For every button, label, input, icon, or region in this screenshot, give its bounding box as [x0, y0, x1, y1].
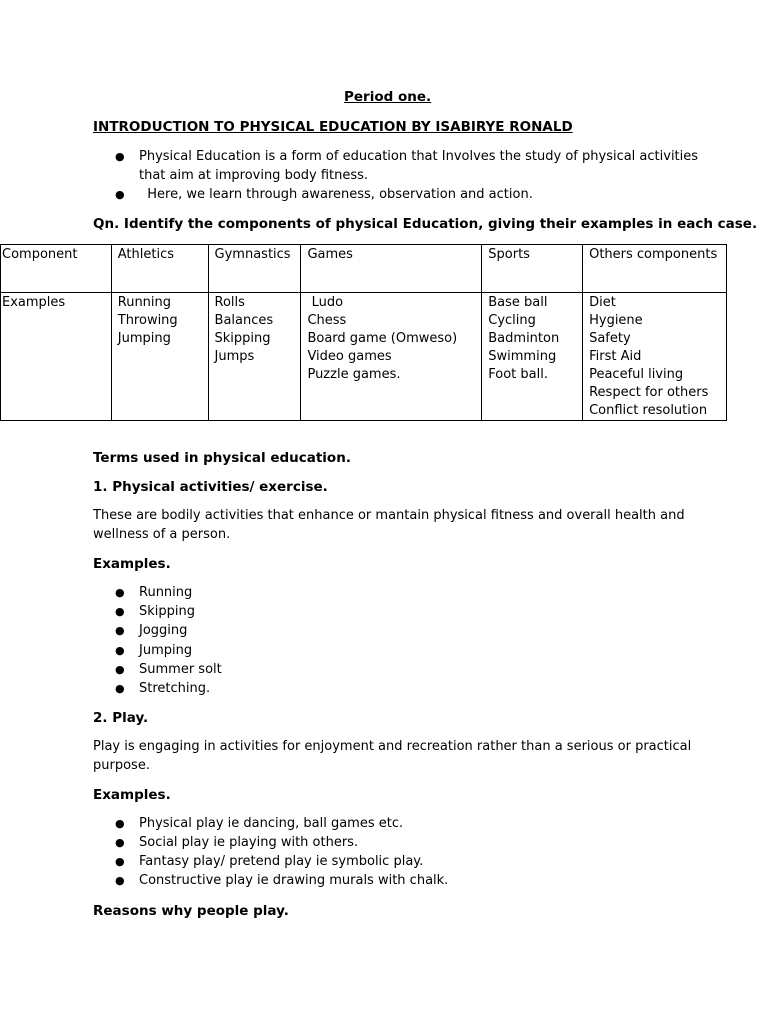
table-cell-athletics	[111, 293, 208, 421]
table-cell-item: Rolls	[214, 295, 245, 310]
section-1-definition-line2: wellness of a person.	[93, 527, 231, 542]
table-cell-item: Jumps	[214, 349, 255, 364]
table-header-cell: Gymnastics	[208, 245, 301, 293]
bullet-icon: ●	[115, 874, 125, 887]
table-cell-item: Peaceful living	[589, 367, 684, 382]
table-cell-others	[583, 293, 727, 421]
list-item: Physical play ie dancing, ball games etc.	[139, 816, 404, 831]
table-cell-item: Balances	[214, 313, 274, 328]
table-cell-item: First Aid	[589, 349, 642, 364]
bullet-icon: ●	[115, 188, 125, 201]
list-item: Skipping	[139, 604, 195, 619]
components-table	[0, 244, 727, 421]
table-cell-item: Running	[117, 295, 172, 310]
section-2-heading: 2. Play.	[93, 710, 149, 726]
list-item: Jumping	[139, 643, 193, 658]
table-header-cell: Others components	[583, 245, 727, 293]
bullet-icon: ●	[115, 663, 125, 676]
table-row-label: Examples	[1, 293, 112, 421]
intro-bullet-1-line2: that aim at improving body fitness.	[139, 168, 369, 183]
table-header-cell: Component	[1, 245, 112, 293]
bullet-icon: ●	[115, 586, 125, 599]
table-cell-item: Puzzle games.	[307, 367, 401, 382]
table-cell-item: Cycling	[488, 313, 536, 328]
section-1-heading: 1. Physical activities/ exercise.	[93, 479, 328, 495]
bullet-icon: ●	[115, 817, 125, 830]
page-subtitle: INTRODUCTION TO PHYSICAL EDUCATION BY ISABIRYE RONALD	[93, 119, 573, 135]
table-cell-item: Ludo	[307, 295, 344, 310]
table-cell-item: Foot ball.	[488, 367, 548, 382]
table-cell-item: Board game (Omweso)	[307, 331, 458, 346]
bullet-icon: ●	[115, 836, 125, 849]
table-cell-item: Skipping	[214, 331, 271, 346]
table-header-row	[1, 245, 727, 293]
section-1-examples-heading: Examples.	[93, 556, 171, 572]
page-title: Period one.	[344, 89, 432, 105]
table-cell-gymnastics	[208, 293, 301, 421]
bullet-icon: ●	[115, 644, 125, 657]
table-cell-item: Conflict resolution	[589, 403, 708, 418]
table-header-cell: Athletics	[111, 245, 208, 293]
table-cell-item: Badminton	[488, 331, 560, 346]
table-cell-item: Jumping	[117, 331, 171, 346]
table-cell-item: Throwing	[117, 313, 178, 328]
list-item: Social play ie playing with others.	[139, 835, 359, 850]
table-cell-item: Diet	[589, 295, 616, 310]
terms-heading: Terms used in physical education.	[93, 450, 351, 466]
reasons-heading: Reasons why people play.	[93, 903, 289, 919]
intro-bullet-1-line1: Physical Education is a form of education that Involves the study of physical activities	[139, 149, 699, 164]
intro-bullet-2: Here, we learn through awareness, observation and action.	[139, 187, 533, 202]
list-item: Jogging	[139, 623, 188, 638]
list-item: Summer solt	[139, 662, 222, 677]
bullet-icon: ●	[115, 682, 125, 695]
table-cell-sports	[482, 293, 583, 421]
section-2-definition-line1: Play is engaging in activities for enjoyment and recreation rather than a serious or practical	[93, 739, 692, 754]
table-cell-item: Respect for others	[589, 385, 709, 400]
question-text: Qn. Identify the components of physical Education, giving their examples in each case.	[93, 216, 758, 232]
list-item: Constructive play ie drawing murals with chalk.	[139, 873, 449, 888]
table-header-cell: Sports	[482, 245, 583, 293]
bullet-icon: ●	[115, 855, 125, 868]
table-cell-item: Safety	[589, 331, 631, 346]
table-header-cell: Games	[301, 245, 482, 293]
table-cell-item: Swimming	[488, 349, 557, 364]
table-cell-item: Chess	[307, 313, 347, 328]
table-row	[1, 293, 727, 421]
section-2-definition-line2: purpose.	[93, 758, 150, 773]
table-cell-item: Base ball	[488, 295, 548, 310]
list-item: Running	[139, 585, 193, 600]
table-cell-item: Hygiene	[589, 313, 643, 328]
section-2-examples-heading: Examples.	[93, 787, 171, 803]
list-item: Fantasy play/ pretend play ie symbolic play.	[139, 854, 424, 869]
bullet-icon: ●	[115, 605, 125, 618]
bullet-icon: ●	[115, 624, 125, 637]
table-cell-item: Video games	[307, 349, 392, 364]
table-cell-games	[301, 293, 482, 421]
section-1-definition-line1: These are bodily activities that enhance or mantain physical fitness and overall health and	[93, 508, 685, 523]
bullet-icon: ●	[115, 150, 125, 163]
list-item: Stretching.	[139, 681, 211, 696]
